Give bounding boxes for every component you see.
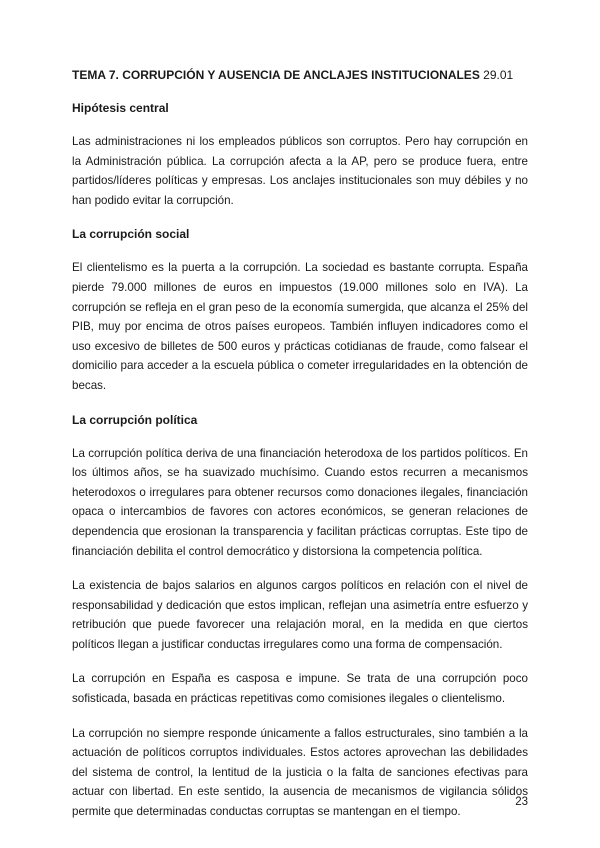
paragraph-salarios: La existencia de bajos salarios en algunos cargos políticos en relación con el nivel de responsabilidad y dedicación que estos implican, reflejan una asimetría entre esfuerzo y retribución que puede favorecer una relajación moral, en la medida en que ciertos políticos llegan a justificar conductas irregulares como una forma de compensación. bbox=[72, 579, 528, 651]
section-heading-corrupcion-social: La corrupción social bbox=[72, 227, 190, 242]
section-heading-hipotesis: Hipótesis central bbox=[72, 101, 169, 115]
document-page bbox=[72, 66, 528, 837]
paragraph-corrupcion-social: El clientelismo es la puerta a la corrupción. La sociedad es bastante corrupta. España pierde 79.000 millones de euros en impuestos (19.000 millones solo en IVA). La corrupción se refleja en el gran peso de la economía sumergida, que alcanza el 25% del PIB, muy por encima de otros países europeos. También influyen indicadores como el uso excesivo de billetes de 500 euros y prácticas cotidianas de fraude, como falsear el domicilio para acceder a la escuela pública o cometer irregularidades en la obtención de becas. bbox=[72, 261, 528, 392]
paragraph-financiacion: La corrupción política deriva de una financiación heterodoxa de los partidos políticos. En los últimos años, se ha suavizado muchísimo. Cuando estos recurren a mecanismos heterodoxos o irregulares para obtener recursos como donaciones ilegales, financiación opaca o intercambios de favores con actores económicos, se generan relaciones de dependencia que erosionan la transparencia y facilitan prácticas corruptas. Este tipo de financiación debilita el control democrático y distorsiona la competencia política. bbox=[72, 446, 528, 558]
page-title bbox=[72, 66, 528, 84]
paragraph-politicos-individuales: La corrupción no siempre responde únicamente a fallos estructurales, sino también a la actuación de políticos corruptos individuales. Estos actores aprovechan las debilidades del sistema de control, la lentitud de la justicia o la falta de sanciones efectivas para actuar con libertad. En este sentido, la ausencia de mecanismos de vigilancia sólidos permite que determinadas conductas corruptas se mantengan en el tiempo. bbox=[72, 726, 528, 819]
section-heading-corrupcion-politica: La corrupción política bbox=[72, 412, 198, 427]
title-text: TEMA 7. CORRUPCIÓN Y AUSENCIA DE ANCLAJES INSTITUCIONALES bbox=[72, 68, 480, 82]
paragraph-hipotesis: Las administraciones ni los empleados públicos son corruptos. Pero hay corrupción en la Administración pública. La corrupción afecta a la AP, pero se produce fuera, entre partidos/líderes políticas y empresas. Los anclajes institucionales son muy débiles y no han podido evitar la corrupción. bbox=[72, 135, 528, 207]
page-number: 23 bbox=[515, 796, 528, 808]
paragraph-casposa: La corrupción en España es casposa e impune. Se trata de una corrupción poco sofisticada, basada en prácticas repetitivas como comisiones ilegales o clientelismo. bbox=[72, 672, 528, 706]
title-date: 29.01 bbox=[483, 68, 514, 82]
